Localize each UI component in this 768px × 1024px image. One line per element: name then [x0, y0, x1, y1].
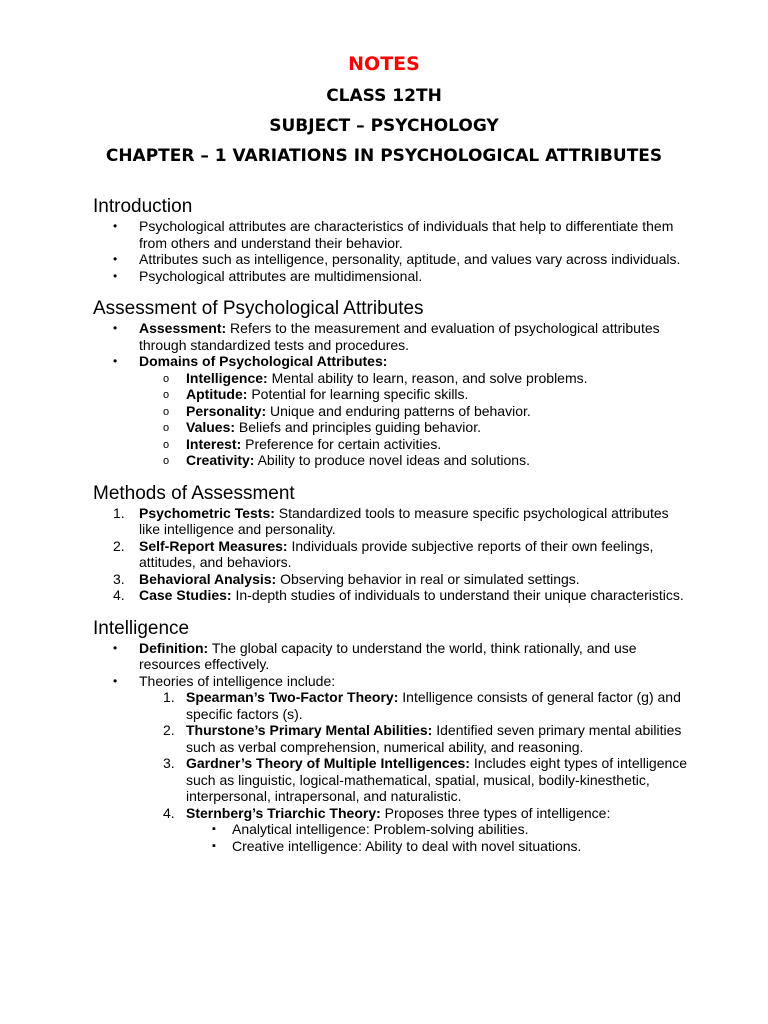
list-item: [93, 320, 693, 353]
notes-content: [93, 196, 693, 854]
term: Sternberg’s Triarchic Theory:: [186, 804, 381, 821]
item-number: 1.: [113, 504, 125, 521]
list-item: • Psychological attributes are characteristics of individuals that help to differentiate them from others and understand their behavior.: [93, 218, 693, 251]
methods-list: [93, 505, 693, 604]
term: Gardner’s Theory of Multiple Intelligences:: [186, 755, 470, 771]
subject-heading: SUBJECT – PSYCHOLOGY: [269, 116, 499, 136]
section-title-assessment: Assessment of Psychological Attributes: [93, 298, 424, 319]
sub-sub-list-item: ▪ Analytical intelligence: Problem-solving abilities.: [93, 821, 693, 838]
sub-list-item: [93, 436, 693, 453]
term: Domains of Psychological Attributes:: [139, 353, 388, 369]
item-number: 3.: [163, 755, 175, 771]
introduction-list: [93, 218, 693, 284]
description: Observing behavior in real or simulated settings.: [276, 570, 580, 587]
description: Intelligence consists of general factor (g) and specific factors (s).: [186, 689, 681, 722]
sub-list-item: [93, 689, 693, 722]
list-item: [93, 505, 693, 538]
description: Identified seven primary mental abilities such as verbal comprehension, numerical ability, and reasoning.: [186, 722, 682, 755]
sub-list-item: [93, 370, 693, 387]
chapter-heading: CHAPTER – 1 VARIATIONS IN PSYCHOLOGICAL ATTRIBUTES: [105, 146, 663, 166]
intelligence-list: [93, 640, 693, 855]
term: Psychometric Tests:: [139, 504, 275, 521]
description: Standardized tools to measure specific psychological attributes like intelligence and personality.: [139, 504, 669, 537]
sub-list-item: [93, 805, 693, 855]
term: Spearman’s Two-Factor Theory:: [186, 689, 399, 705]
term: Intelligence:: [186, 369, 268, 386]
term: Aptitude:: [186, 386, 248, 402]
description: Proposes three types of intelligence:: [380, 804, 611, 821]
list-item: [93, 640, 693, 673]
sub-list-item: [93, 419, 693, 436]
item-number: 2.: [113, 537, 125, 554]
term: Self-Report Measures:: [139, 537, 288, 554]
list-item: [93, 538, 693, 571]
description: Potential for learning specific skills.: [247, 386, 469, 402]
item-number: 2.: [163, 722, 175, 738]
term: Values:: [186, 419, 236, 435]
item-number: 3.: [113, 570, 125, 587]
list-item: [93, 587, 693, 604]
description: Includes eight types of intelligence such as linguistic, logical-mathematical, spatial, musical, bodily-kinesthetic, interpersonal, intrapersonal, and naturalistic.: [186, 755, 688, 804]
section-title-intelligence: Intelligence: [93, 617, 190, 639]
item-number: 4.: [163, 804, 175, 821]
term: Interest:: [186, 435, 242, 452]
class-heading: CLASS 12TH: [326, 86, 442, 106]
description: Refers to the measurement and evaluation of psychological attributes through standardized tests and procedures.: [139, 320, 660, 353]
description: Beliefs and principles guiding behavior.: [235, 419, 481, 435]
term: Creativity:: [186, 452, 255, 468]
description: Ability to produce novel ideas and solutions.: [254, 452, 530, 468]
theories-list: [139, 689, 693, 854]
sub-list-item: [93, 403, 693, 420]
term: Behavioral Analysis:: [139, 570, 277, 587]
sub-list-item: [93, 452, 693, 469]
section-title-methods: Methods of Assessment: [93, 482, 295, 504]
sub-list-item: [93, 386, 693, 403]
item-number: 1.: [163, 689, 175, 705]
sub-sub-list-item: ▪ Creative intelligence: Ability to deal with novel situations.: [93, 838, 693, 855]
description: Mental ability to learn, reason, and solve problems.: [267, 369, 588, 386]
assessment-list: [93, 320, 693, 469]
description: Unique and enduring patterns of behavior.: [266, 402, 531, 419]
sub-list-item: [93, 722, 693, 755]
theories-intro: Theories of intelligence include:: [139, 672, 336, 689]
sub-list-item: [93, 755, 693, 805]
description: Preference for certain activities.: [241, 435, 442, 452]
description: Individuals provide subjective reports of their own feelings, attitudes, and behaviors.: [139, 537, 654, 570]
list-item: • Attributes such as intelligence, personality, aptitude, and values vary across individuals.: [93, 251, 693, 268]
list-item: [93, 353, 693, 469]
list-item: [93, 571, 693, 588]
term: Case Studies:: [139, 587, 232, 603]
list-item: [93, 673, 693, 855]
term: Definition:: [139, 639, 209, 656]
notes-heading: NOTES: [348, 53, 420, 75]
term: Personality:: [186, 402, 267, 419]
description: The global capacity to understand the world, think rationally, and use resources effectively.: [139, 639, 637, 672]
triarchic-list: [186, 821, 693, 854]
domains-list: [139, 370, 693, 469]
term: Assessment:: [139, 320, 227, 336]
list-item: • Psychological attributes are multidimensional.: [93, 268, 693, 285]
description: In-depth studies of individuals to understand their unique characteristics.: [231, 587, 684, 603]
section-title-introduction: Introduction: [93, 196, 193, 217]
item-number: 4.: [113, 587, 125, 603]
term: Thurstone’s Primary Mental Abilities:: [186, 722, 433, 738]
